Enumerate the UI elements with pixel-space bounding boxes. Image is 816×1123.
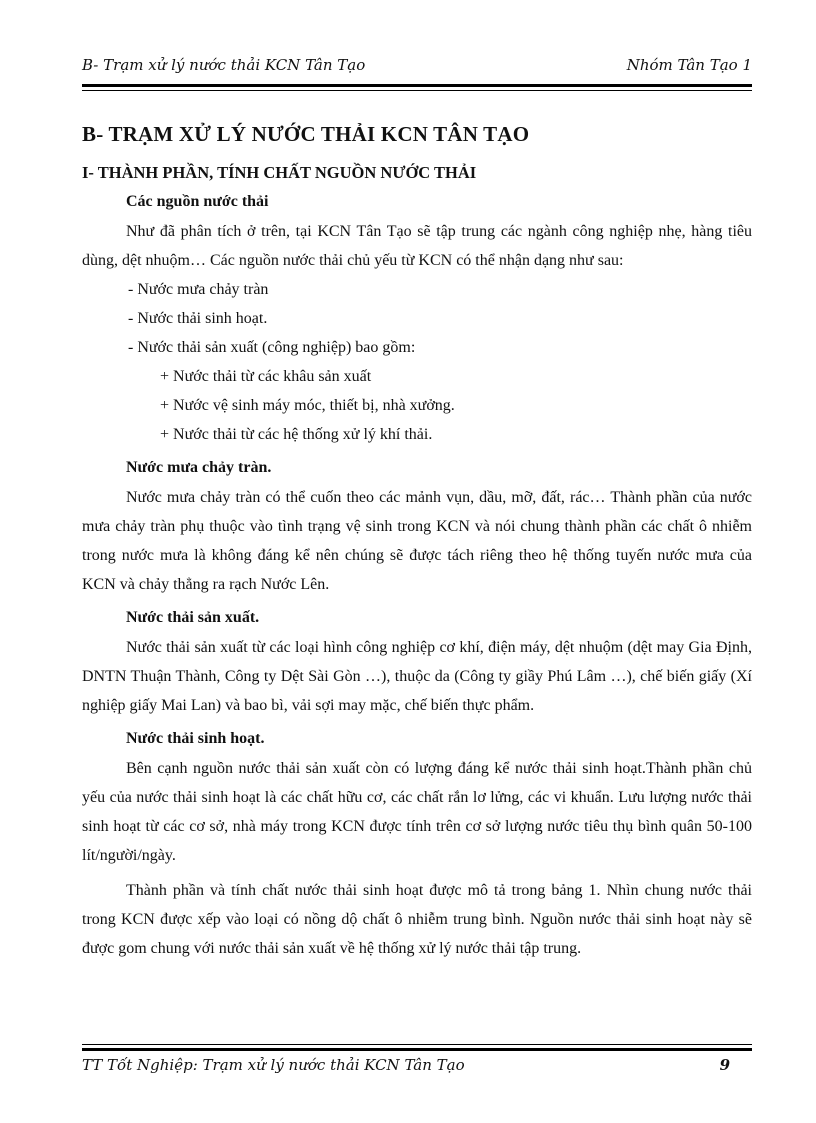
header-rule-thin: [82, 90, 752, 91]
subheading-industrial: Nước thải sản xuất.: [126, 609, 260, 626]
list-item: - Nước thải sinh hoạt.: [128, 310, 268, 327]
footer-rule-thin: [82, 1044, 752, 1045]
sub-list-item: + Nước thải từ các hệ thống xử lý khí thải.: [160, 426, 433, 443]
footer-left-text: TT Tốt Nghiệp: Trạm xử lý nước thải KCN Tân Tạo: [82, 1056, 465, 1074]
paragraph-rainwater: Nước mưa chảy tràn có thể cuốn theo các mảnh vụn, dầu, mỡ, đất, rác… Thành phần của nước mưa chảy tràn phụ thuộc vào tình trạng vệ sinh trong KCN và nói chung thành phần các chất ô nhiễm trong nước mưa là không đáng kể nên chúng sẽ được tách riêng theo hệ thống tuyến nước mưa của KCN và chảy thẳng ra rạch Nước Lên.: [82, 489, 752, 593]
section-heading: I- THÀNH PHẦN, TÍNH CHẤT NGUỒN NƯỚC THẢI: [82, 163, 477, 182]
document-body: [82, 110, 752, 963]
sub-list-item: + Nước vệ sinh máy móc, thiết bị, nhà xưởng.: [160, 397, 455, 414]
header-rule-thick: [82, 84, 752, 87]
paragraph-industrial: Nước thải sản xuất từ các loại hình công nghiệp cơ khí, điện máy, dệt nhuộm (dệt may Gia Định, DNTN Thuận Thành, Công ty Dệt Sài Gòn …), thuộc da (Công ty giầy Phú Lâm …), chế biến giấy (Xí nghiệp giấy Mai Lan) và bao bì, vải sợi may mặc, chế biến thực phẩm.: [82, 639, 752, 714]
paragraph-sources: Như đã phân tích ở trên, tại KCN Tân Tạo sẽ tập trung các ngành công nghiệp nhẹ, hàng tiêu dùng, dệt nhuộm… Các nguồn nước thải chủ yếu từ KCN có thể nhận dạng như sau:: [82, 223, 752, 269]
paragraph-domestic: Bên cạnh nguồn nước thải sản xuất còn có lượng đáng kể nước thải sinh hoạt.Thành phần chủ yếu của nước thải sinh hoạt là các chất hữu cơ, các chất rắn lơ lửng, các vi khuẩn. Lưu lượng nước thải sinh hoạt từ các cơ sở, nhà máy trong KCN được tính trên cơ sở lượng nước tiêu thụ bình quân 50-100 lít/người/ngày.: [82, 760, 752, 864]
subheading-rainwater: Nước mưa chảy tràn.: [126, 459, 272, 476]
page-footer: [82, 1054, 752, 1080]
subheading-domestic: Nước thải sinh hoạt.: [126, 730, 265, 747]
page-number: 9: [719, 1056, 730, 1074]
sub-list-item: + Nước thải từ các khâu sản xuất: [160, 368, 372, 385]
subheading-sources: Các nguồn nước thải: [126, 193, 269, 210]
list-item: - Nước thải sản xuất (công nghiệp) bao gồm:: [128, 339, 416, 356]
page-header: [82, 50, 752, 80]
header-right-text: Nhóm Tân Tạo 1: [626, 56, 752, 74]
paragraph-composition: Thành phần và tính chất nước thải sinh hoạt được mô tả trong bảng 1. Nhìn chung nước thải trong KCN được xếp vào loại có nồng dộ chất ô nhiễm trung bình. Nguồn nước thải sinh hoạt này sẽ được gom chung với nước thải sản xuất về hệ thống xử lý nước thải tập trung.: [82, 882, 752, 957]
footer-rule-thick: [82, 1048, 752, 1051]
list-item: - Nước mưa chảy tràn: [128, 281, 269, 298]
header-left-text: B- Trạm xử lý nước thải KCN Tân Tạo: [82, 56, 366, 74]
document-title: B- TRẠM XỬ LÝ NƯỚC THẢI KCN TÂN TẠO: [82, 122, 530, 146]
